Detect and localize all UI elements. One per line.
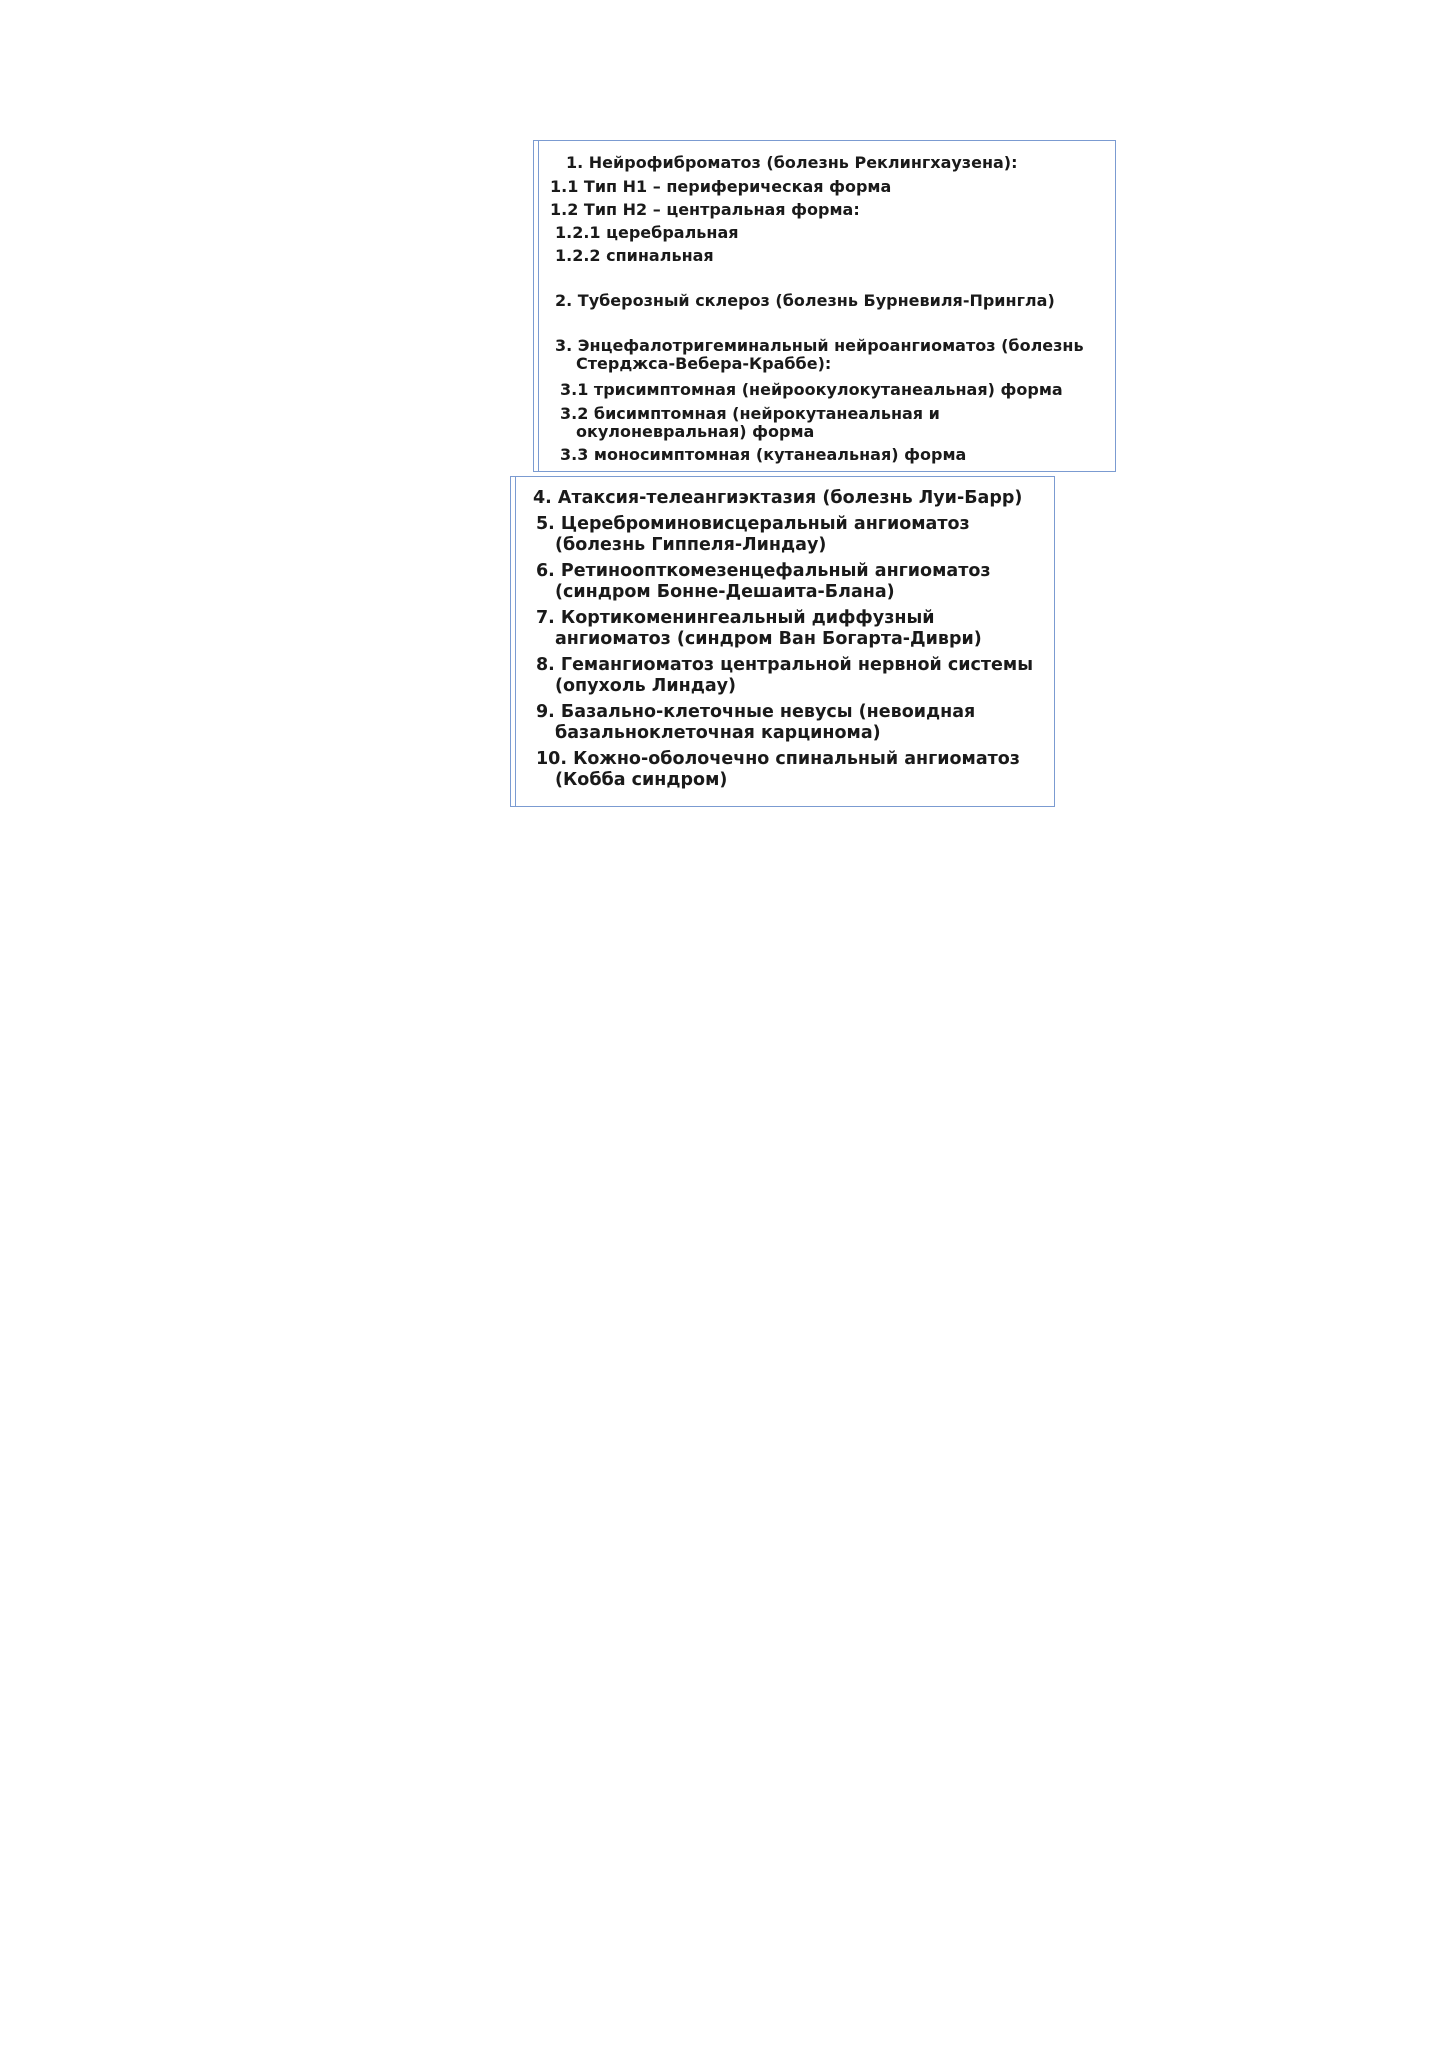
item-3: 3. Энцефалотригеминальный нейроангиоматоз (болезнь: [555, 336, 1084, 355]
item-3-2-cont: окулоневральная) форма: [576, 422, 815, 441]
item-4: 4. Атаксия-телеангиэктазия (болезнь Луи-Барр): [533, 488, 1023, 508]
item-1: 1. Нейрофиброматоз (болезнь Реклингхаузена):: [566, 153, 1018, 172]
item-9-cont: базальноклеточная карцинома): [555, 723, 881, 743]
item-1-2-2: 1.2.2 спинальная: [555, 246, 714, 265]
item-3-1: 3.1 трисимптомная (нейроокулокутанеальная) форма: [560, 380, 1063, 399]
item-1-1: 1.1 Тип Н1 – периферическая форма: [550, 177, 892, 196]
classification-box-2: [510, 476, 1055, 807]
item-1-2-1: 1.2.1 церебральная: [555, 223, 739, 242]
item-10-cont: (Кобба синдром): [555, 770, 728, 790]
item-2: 2. Туберозный склероз (болезнь Бурневиля-Прингла): [555, 291, 1055, 310]
item-3-3: 3.3 моносимптомная (кутанеальная) форма: [560, 445, 967, 464]
item-9: 9. Базально-клеточные невусы (невоидная: [536, 702, 976, 722]
item-1-2: 1.2 Тип Н2 – центральная форма:: [550, 200, 860, 219]
item-6-cont: (синдром Бонне-Дешаита-Блана): [555, 582, 895, 602]
classification-box-1: [533, 140, 1116, 472]
item-8: 8. Гемангиоматоз центральной нервной системы: [536, 655, 1034, 675]
item-7-cont: ангиоматоз (синдром Ван Богарта-Диври): [555, 629, 982, 649]
item-6: 6. Ретиноопткомезенцефальный ангиоматоз: [536, 561, 991, 581]
item-3-cont: Стерджса-Вебера-Краббе):: [576, 354, 832, 373]
item-7: 7. Кортикоменингеальный диффузный: [536, 608, 935, 628]
item-10: 10. Кожно-оболочечно спинальный ангиоматоз: [536, 749, 1020, 769]
item-5: 5. Цереброминовисцеральный ангиоматоз: [536, 514, 970, 534]
item-3-2: 3.2 бисимптомная (нейрокутанеальная и: [560, 404, 940, 423]
item-8-cont: (опухоль Линдау): [555, 676, 737, 696]
item-5-cont: (болезнь Гиппеля-Линдау): [555, 535, 827, 555]
